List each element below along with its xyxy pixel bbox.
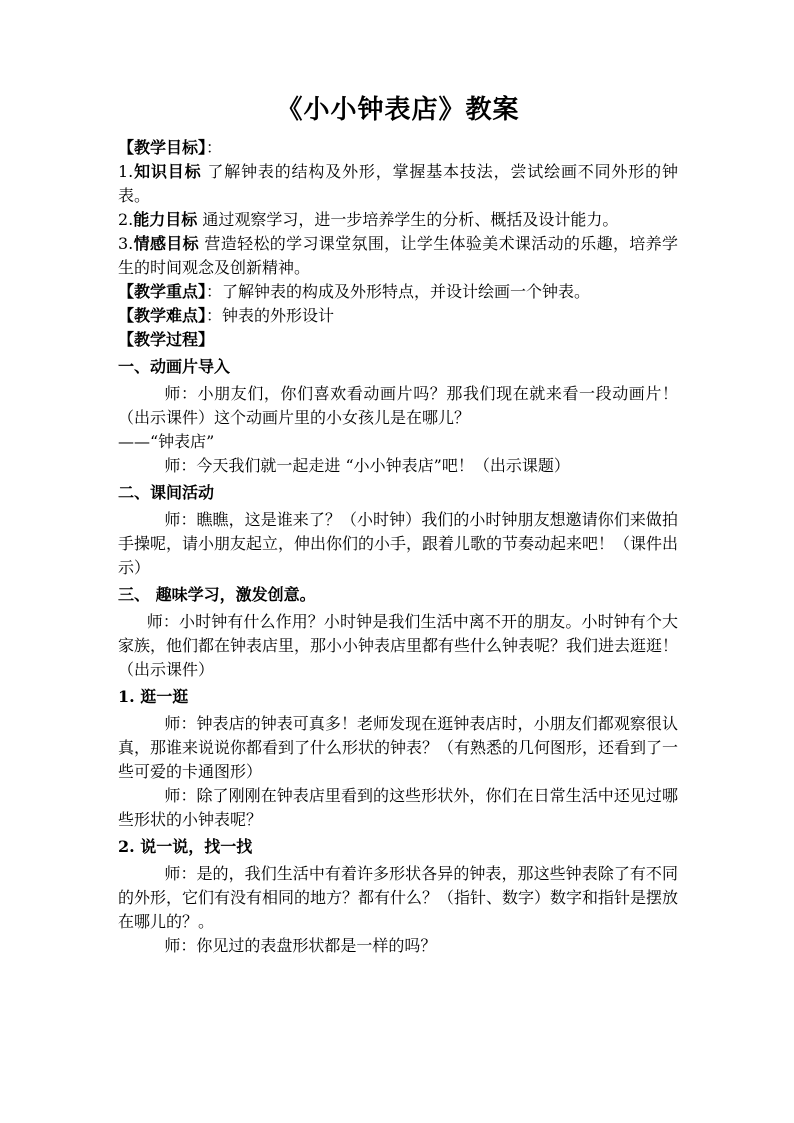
key-point-text: ：了解钟表的构成及外形特点，并设计绘画一个钟表。 <box>206 282 591 301</box>
section-1-paragraph-3: 师：今天我们就一起走进 “小小钟表店”吧！（出示课题） <box>164 456 570 475</box>
objectives-heading-suffix: ： <box>206 138 223 157</box>
lesson-plan-page <box>118 92 678 958</box>
page-title: 《小小钟表店》教案 <box>276 95 520 125</box>
objective-3-text: 营造轻松的学习课堂氛围，让学生体验美术课活动的乐趣，培养学生的时间观念及创新精神。 <box>118 234 678 277</box>
subsection-1-paragraph-1: 师：钟表店的钟表可真多！老师发现在逛钟表店时，小朋友们都观察很认真，那谁来说说你都看到了什么形状的钟表？（有熟悉的几何图形，还看到了一些可爱的卡通图形） <box>118 714 679 781</box>
objective-1-num: 1. <box>118 162 134 181</box>
difficulty-label: 【教学难点】 <box>118 306 207 325</box>
objective-3-num: 3. <box>118 234 134 253</box>
difficulty <box>118 304 678 328</box>
process-heading: 【教学过程】 <box>118 330 215 349</box>
subsection-2-paragraph-2: 师：你见过的表盘形状都是一样的吗？ <box>164 936 437 955</box>
objective-2 <box>118 208 678 232</box>
section-1-paragraph-2: ——“钟表店” <box>118 432 215 451</box>
objectives-heading <box>118 136 678 160</box>
objective-2-label: 能力目标 <box>133 210 198 229</box>
objective-1 <box>118 160 678 208</box>
section-2-heading: 二、课间活动 <box>118 483 215 502</box>
objective-1-label: 知识目标 <box>133 162 202 181</box>
key-point <box>118 280 678 304</box>
subsection-2-paragraph-1: 师：是的，我们生活中有着许多形状各异的钟表，那这些钟表除了有不同的外形，它们有没有相同的地方？都有什么？（指针、数字）数字和指针是摆放在哪儿的？。 <box>118 864 679 931</box>
objective-3-label: 情感目标 <box>133 234 199 253</box>
subsection-1-heading: 1. 逛一逛 <box>118 687 189 706</box>
section-1-paragraph-1: 师：小朋友们，你们喜欢看动画片吗？那我们现在就来看一段动画片！（出示课件）这个动画片里的小女孩儿是在哪儿？ <box>118 384 678 427</box>
section-2-paragraph-1: 师：瞧瞧，这是谁来了？（小时钟）我们的小时钟朋友想邀请你们来做拍手操呢，请小朋友起立，伸出你们的小手，跟着儿歌的节奏动起来吧！（课件出示） <box>118 510 679 577</box>
subsection-2-heading: 2. 说一说，找一找 <box>118 837 253 856</box>
objective-2-text: 通过观察学习，进一步培养学生的分析、概括及设计能力。 <box>202 210 619 229</box>
objective-2-num: 2. <box>118 210 134 229</box>
section-3-paragraph-1: 师：小时钟有什么作用？小时钟是我们生活中离不开的朋友。小时钟有个大家族，他们都在钟表店里，那小小钟表店里都有些什么钟表呢？我们进去逛逛！（出示课件） <box>118 612 679 679</box>
key-point-label: 【教学重点】 <box>118 282 207 301</box>
difficulty-text: ：钟表的外形设计 <box>206 306 335 325</box>
section-3-heading: 三、 趣味学习，激发创意。 <box>118 585 316 604</box>
section-1-heading: 一、动画片导入 <box>118 357 231 376</box>
subsection-1-paragraph-2: 师：除了刚刚在钟表店里看到的这些形状外，你们在日常生活中还见过哪些形状的小钟表呢？ <box>118 786 678 829</box>
objective-1-text: 了解钟表的结构及外形，掌握基本技法，尝试绘画不同外形的钟表。 <box>118 162 678 205</box>
objectives-heading-label: 【教学目标】 <box>118 138 207 157</box>
objective-3 <box>118 232 678 280</box>
